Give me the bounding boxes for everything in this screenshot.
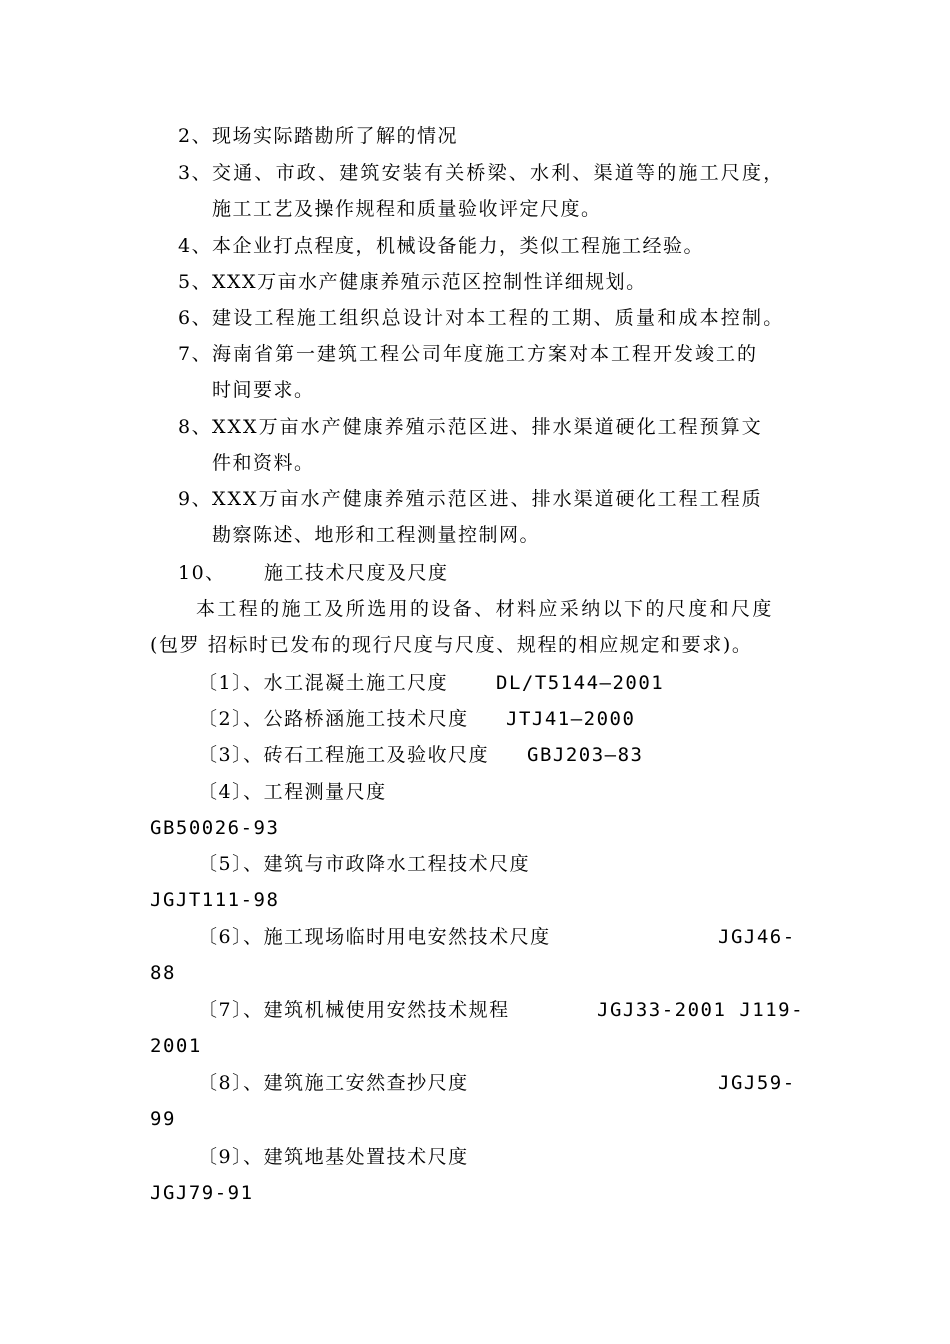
standard-6-code-part1: JGJ46-: [718, 926, 796, 948]
standard-2-label: 〔2〕、公路桥涵施工技术尺度: [198, 708, 469, 730]
item-9-number: 9、: [178, 488, 213, 510]
item-9-text-line2: 勘察陈述、地形和工程测量控制网。: [212, 524, 541, 546]
standard-8-code-part2: 99: [150, 1108, 176, 1130]
standard-6-code-part2: 88: [150, 962, 176, 984]
standard-9-label: 〔9〕、建筑地基处置技术尺度: [198, 1146, 469, 1168]
item-3-number: 3、: [178, 162, 213, 184]
standard-8-label: 〔8〕、建筑施工安然查抄尺度: [198, 1072, 469, 1094]
item-7-number: 7、: [178, 343, 213, 365]
standard-5-code: JGJT111-98: [150, 889, 280, 911]
item-9-text-line1: XXX万亩水产健康养殖示范区进、排水渠道硬化工程工程质: [212, 488, 763, 510]
standard-1-label: 〔1〕、水工混凝土施工尺度: [198, 672, 449, 694]
intro-line2: (包罗 招标时已发布的现行尺度与尺度、规程的相应规定和要求)。: [150, 634, 753, 656]
standard-7-code-part1: JGJ33-2001 J119-: [597, 999, 805, 1021]
item-4-text: 本企业打点程度，机械设备能力，类似工程施工经验。: [212, 235, 705, 257]
item-6-number: 6、: [178, 307, 213, 329]
item-10-text: 施工技术尺度及尺度: [264, 562, 449, 584]
standard-8-code-part1: JGJ59-: [718, 1072, 796, 1094]
item-5-text: XXX万亩水产健康养殖示范区控制性详细规划。: [212, 271, 647, 293]
standard-4-code: GB50026-93: [150, 817, 280, 839]
item-3-text-line1: 交通、市政、建筑安装有关桥梁、水利、渠道等的施工尺度，: [212, 162, 785, 184]
standard-7-label: 〔7〕、建筑机械使用安然技术规程: [198, 999, 510, 1021]
item-7-text-line2: 时间要求。: [212, 379, 315, 401]
item-8-text-line2: 件和资料。: [212, 452, 315, 474]
standard-4-label: 〔4〕、工程测量尺度: [198, 781, 387, 803]
item-10-number: 10、: [178, 562, 226, 584]
standard-3-code: GBJ203—83: [527, 744, 644, 766]
standard-5-label: 〔5〕、建筑与市政降水工程技术尺度: [198, 853, 531, 875]
item-2-number: 2、: [178, 125, 213, 147]
standard-7-code-part2: 2001: [150, 1035, 202, 1057]
item-3-text-line2: 施工工艺及操作规程和质量验收评定尺度。: [212, 198, 602, 220]
item-8-number: 8、: [178, 416, 213, 438]
item-2-text: 现场实际踏勘所了解的情况: [212, 125, 459, 147]
item-8-text-line1: XXX万亩水产健康养殖示范区进、排水渠道硬化工程预算文: [212, 416, 763, 438]
item-6-text: 建设工程施工组织总设计对本工程的工期、质量和成本控制。: [212, 307, 785, 329]
intro-line1: 本工程的施工及所选用的设备、材料应采纳以下的尺度和尺度: [196, 598, 774, 620]
item-7-text-line1: 海南省第一建筑工程公司年度施工方案对本工程开发竣工的: [212, 343, 759, 365]
standard-2-code: JTJ41—2000: [506, 708, 636, 730]
standard-9-code: JGJ79-91: [150, 1182, 254, 1204]
item-4-number: 4、: [178, 235, 213, 257]
standard-1-code: DL/T5144—2001: [496, 672, 665, 694]
standard-3-label: 〔3〕、砖石工程施工及验收尺度: [198, 744, 490, 766]
item-5-number: 5、: [178, 271, 213, 293]
standard-6-label: 〔6〕、施工现场临时用电安然技术尺度: [198, 926, 551, 948]
